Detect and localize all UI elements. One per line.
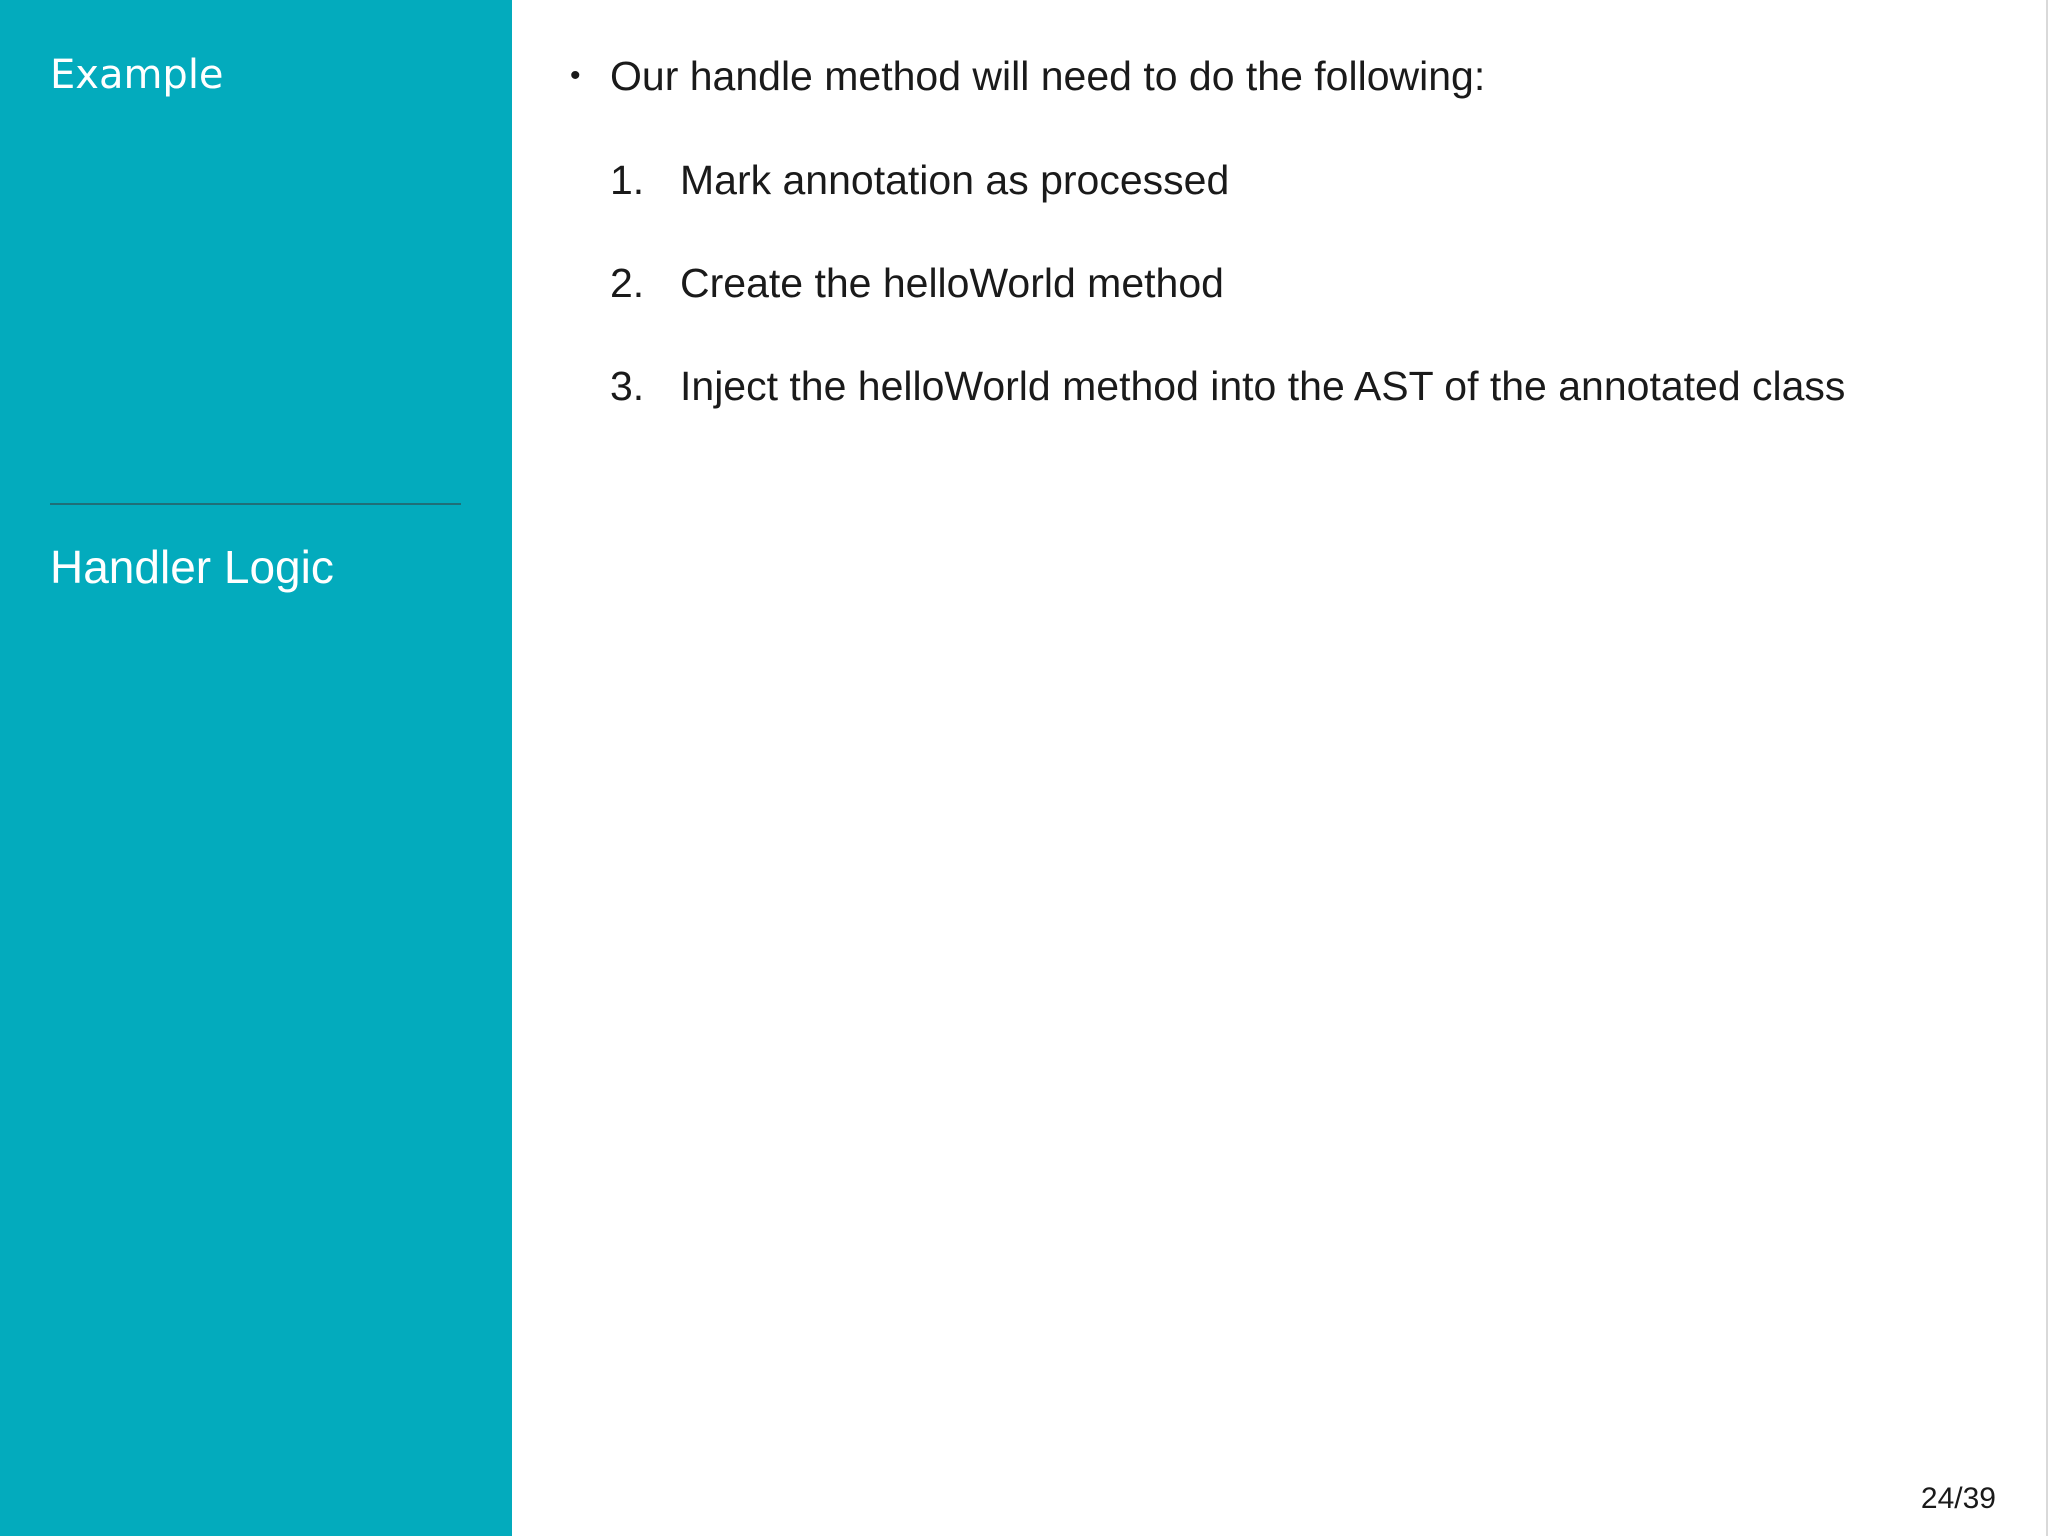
bullet-dot-icon: • — [570, 59, 581, 92]
slide-title: Handler Logic — [50, 541, 334, 593]
sidebar-panel — [0, 0, 512, 1536]
divider-line — [50, 503, 461, 505]
list-item-number: 3. — [610, 363, 645, 409]
list-item-text: Mark annotation as processed — [680, 157, 1230, 203]
section-label: Example — [50, 52, 224, 98]
bullet-text: Our handle method will need to do the following: — [610, 53, 1486, 99]
list-item-number: 1. — [610, 157, 645, 203]
list-item-text: Create the helloWorld method — [680, 260, 1224, 306]
list-item-text: Inject the helloWorld method into the AST of the annotated class — [680, 363, 1846, 409]
list-item-number: 2. — [610, 260, 645, 306]
page-number: 24/39 — [1920, 1482, 1996, 1515]
